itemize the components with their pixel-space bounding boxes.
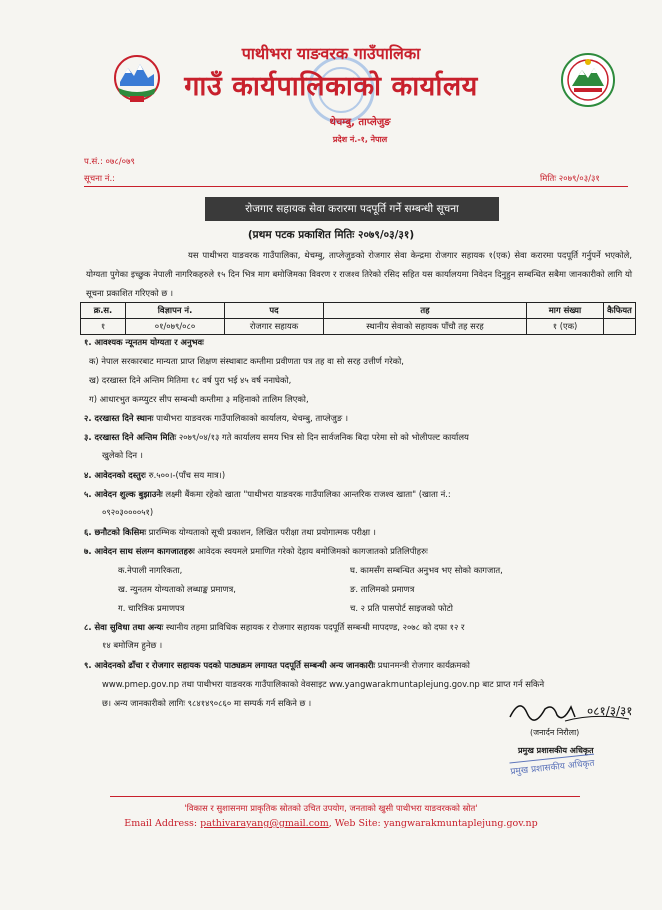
footer-divider [110, 796, 580, 797]
other-info-websites: www.pmep.gov.np तथा पाथीभरा याङवरक गाउँपालिकाको वेवसाइट ww.yangwarakmuntaplejung.gov.np बाट प्राप्त गर्न सकिने [102, 679, 545, 689]
signatory-title: प्रमुख प्रशासकीय अधिकृत [518, 746, 594, 755]
doc-citizenship: क.नेपाली नागरिकता, [118, 565, 183, 575]
notice-title: रोजगार सहायक सेवा करारमा पदपूर्ति गर्ने सम्बन्धी सूचना [205, 197, 499, 221]
application-deadline: ३. दरखास्त दिने अन्तिम मितिः २०७९/०४/१३ गते कार्यालय समय भित्र सो दिन सार्वजनिक बिदा परेमा सो को भोलीपल्ट कार्यालय [84, 432, 469, 442]
application-place: २. दरखास्त दिने स्थानः पाथीभरा याङवरक गाउँपालिकाको कार्यालय, थेचम्बु, ताप्लेजुङ । [84, 413, 349, 423]
application-deadline-cont: खुलेको दिन । [102, 450, 143, 460]
notice-date: मितिः २०७९/०३/३१ [540, 174, 600, 184]
cell-post: रोजगार सहायक [225, 319, 324, 335]
office-name: गाउँ कार्यपालिकाको कार्यालय [184, 71, 478, 102]
signature-date: ०८१/३/३१ [587, 704, 633, 718]
col-sn: क्र.स. [81, 303, 126, 319]
vacancy-table [80, 302, 636, 335]
municipality-name: पाथीभरा याङवरक गाउँपालिका [241, 44, 421, 63]
fee-account-number: ०९२०३००००५१) [102, 507, 154, 517]
facilities: ८. सेवा सुविधा तथा अन्यः स्थानीय तहमा प्राविधिक सहायक र रोजगार सहायक पदपूर्ति सम्बन्धी मापदण्ड, २०७८ को दफा १२ र [84, 622, 465, 632]
application-fee: ४. आवेदनको दस्तुरः रु.५००।-(पाँच सय मात्र।) [84, 470, 226, 480]
cell-sn: १ [81, 319, 126, 335]
email-label: Email Address: [124, 818, 198, 829]
cell-level: स्थानीय सेवाको सहायक पाँचौ तह सरह [324, 319, 527, 335]
doc-marksheet: ख. न्युनतम योग्यताको लब्धाङ्क प्रमाणत्र, [118, 584, 236, 594]
header-divider [84, 186, 628, 187]
qualification-c: ग) आधारभुत कम्प्युटर सीप सम्बन्धी कम्तीमा ३ महिनाको तालिम लिएको, [89, 394, 309, 404]
col-adv-no: विज्ञापन नं. [126, 303, 225, 319]
selection-method: ६. छनौटको किसिमः प्रारम्भिक योग्यताको सूची प्रकाशन, लिखित परीक्षा तथा प्रयोगात्मक परीक्षा । [84, 527, 376, 537]
intro-paragraph: यस पाथीभरा याङवरक गाउँपालिका, थेचम्बु, ताप्लेजुङको रोजगार सेवा केन्द्रमा रोजगार सहायक १(एक) सेवा करारमा पदपूर्ति गर्नुपर्ने भएकोले, योग्यता पुगेका इच्छुक नेपाली नागरिकहरुले १५ दिन भित्र माग बमोजिमका विवरण र राजश्व तिरेको रसिद सहित यस कार्यालयमा निवेदन दिनुहुन सम्बन्धित सबैमा जानकारीको लागि यो सूचना प्रकाशित गरिएको छ । [86, 250, 632, 298]
office-location: थेचम्बु, ताप्लेजुङ [329, 117, 391, 128]
cell-demand: १ (एक) [527, 319, 604, 335]
doc-photo: च. २ प्रति पासपोर्ट साइजको फोटो [350, 603, 453, 613]
table-row [81, 319, 636, 335]
qualification-b: ख) दरखास्त दिने अन्तिम मितिमा १८ वर्ष पुरा भई ४५ वर्ष ननाघेको, [89, 375, 292, 385]
table-header-row [81, 303, 636, 319]
province-label: प्रदेश नं.-१, नेपाल [332, 135, 388, 144]
col-level: तह [324, 303, 527, 319]
reference-number: प.सं.: ०७८/०७९ [84, 157, 135, 167]
qualification-a: क) नेपाल सरकारबाट मान्यता प्राप्त शिक्षण संस्थाबाट कम्तीमा प्रवीणता पत्र तह वा सो सरह उत्तीर्ण गरेको, [89, 356, 404, 366]
cell-adv-no: ०१/०७९/०८० [126, 319, 225, 335]
doc-experience: घ. कामसँग सम्बन्धित अनुभव भए सोको कागजात, [350, 565, 503, 575]
footer-motto: 'विकास र सुशासनमा प्राकृतिक स्रोतको उचित उपयोग, जनताको खुसी पाथीभरा याङवरकको स्रोत' [184, 803, 478, 813]
cell-remarks [604, 319, 636, 335]
doc-training: ङ. तालिमको प्रमाणत्र [350, 584, 415, 594]
footer-contact [0, 818, 662, 829]
qualification-heading: १. आवश्यक न्यूनतम योग्यता र अनुभवः [84, 337, 204, 347]
attached-documents: ७. आवेदन साथ संलग्न कागजातहरुः आवेदक स्वयमले प्रमाणित गरेको देहाय बमोजिमको कागजातको प्रतिलिपीहरुः [84, 546, 428, 556]
municipality-logo [560, 52, 616, 112]
signatory-name: (जनार्दन निरौला) [530, 728, 580, 737]
col-remarks: कैफियत [604, 303, 636, 319]
website-text: , Web Site: yangwarakmuntaplejung.gov.np [328, 818, 538, 829]
notice-number: सूचना नं.: [84, 174, 116, 184]
doc-character: ग. चारित्रिक प्रमाणपत्र [118, 603, 185, 613]
official-stamp: प्रमुख प्रशासकीय अधिकृत [509, 754, 595, 778]
other-info: ९. आवेदनको ढाँचा र रोजगार सहायक पदको पाठ्यक्रम लगायत पदपूर्ति सम्बन्धी अन्य जानकारीः प्रधानमन्त्री रोजगार कार्यक्रमको [84, 660, 470, 670]
publication-date: (प्रथम पटक प्रकाशित मितिः २०७९/०३/३१) [247, 229, 415, 241]
col-demand: माग संख्या [527, 303, 604, 319]
other-info-contact: छ। अन्य जानकारीको लागिः ९८४१४९०८६० मा सम्पर्क गर्न सकिने छ । [102, 698, 312, 708]
fee-payment: ५. आवेदन शुल्क बुझाउनेः लक्ष्मी बैंकमा रहेको खाता "पाथीभरा याङवरक गाउँपालिका आन्तरिक राजश्व खाता" (खाता नं.: [84, 489, 451, 499]
facilities-cont: १४ बमोजिम हुनेछ । [102, 640, 163, 650]
email-link[interactable]: pathivarayang@gmail.com [200, 818, 329, 829]
col-post: पद [225, 303, 324, 319]
